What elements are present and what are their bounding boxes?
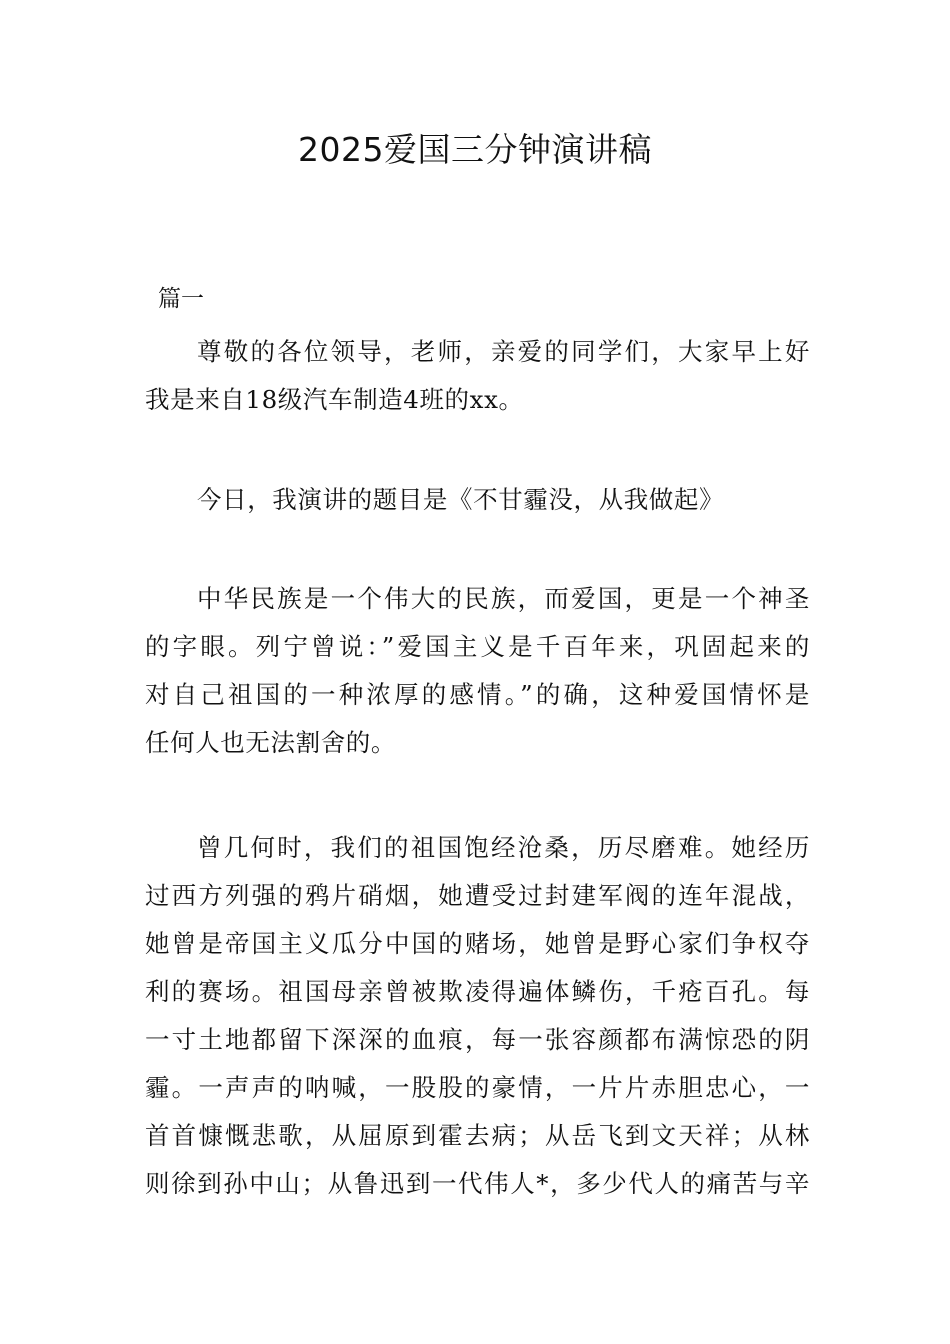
section-label: 篇一	[158, 286, 204, 312]
paragraph-line: 则徐到孙中山；从鲁迅到一代伟人*，多少代人的痛苦与辛	[145, 1169, 810, 1198]
paragraph-line: 曾几何时，我们的祖国饱经沧桑，历尽磨难。她经历	[197, 833, 810, 862]
paragraph-topic	[145, 476, 810, 524]
paragraph-patriotism	[145, 575, 810, 767]
paragraph-line: 中华民族是一个伟大的民族，而爱国，更是一个神圣	[197, 584, 810, 613]
document-title: 2025爱国三分钟演讲稿	[298, 130, 652, 169]
paragraph-line: 利的赛场。祖国母亲曾被欺凌得遍体鳞伤，千疮百孔。每	[145, 977, 810, 1006]
paragraph-line: 她曾是帝国主义瓜分中国的赌场，她曾是野心家们争权夺	[145, 929, 810, 958]
paragraph-line: 我是来自18级汽车制造4班的xx。	[145, 385, 524, 414]
paragraph-line: 一寸土地都留下深深的血痕，每一张容颜都布满惊恐的阴	[145, 1025, 810, 1054]
paragraph-line: 首首慷慨悲歌，从屈原到霍去病；从岳飞到文天祥；从林	[145, 1121, 810, 1150]
paragraph-line: 霾。一声声的呐喊，一股股的豪情，一片片赤胆忠心，一	[145, 1073, 810, 1102]
paragraph-history	[145, 824, 810, 1208]
paragraph-line: 对自己祖国的一种浓厚的感情。”的确，这种爱国情怀是	[145, 680, 810, 709]
paragraph-greeting	[145, 328, 810, 424]
paragraph-line: 尊敬的各位领导，老师，亲爱的同学们，大家早上好	[197, 337, 810, 366]
paragraph-line: 的字眼。列宁曾说：”爱国主义是千百年来，巩固起来的	[145, 632, 810, 661]
paragraph-line: 过西方列强的鸦片硝烟，她遭受过封建军阀的连年混战，	[145, 881, 810, 910]
paragraph-line: 任何人也无法割舍的。	[145, 728, 396, 757]
paragraph-line: 今日，我演讲的题目是《不甘霾没，从我做起》	[197, 485, 725, 514]
